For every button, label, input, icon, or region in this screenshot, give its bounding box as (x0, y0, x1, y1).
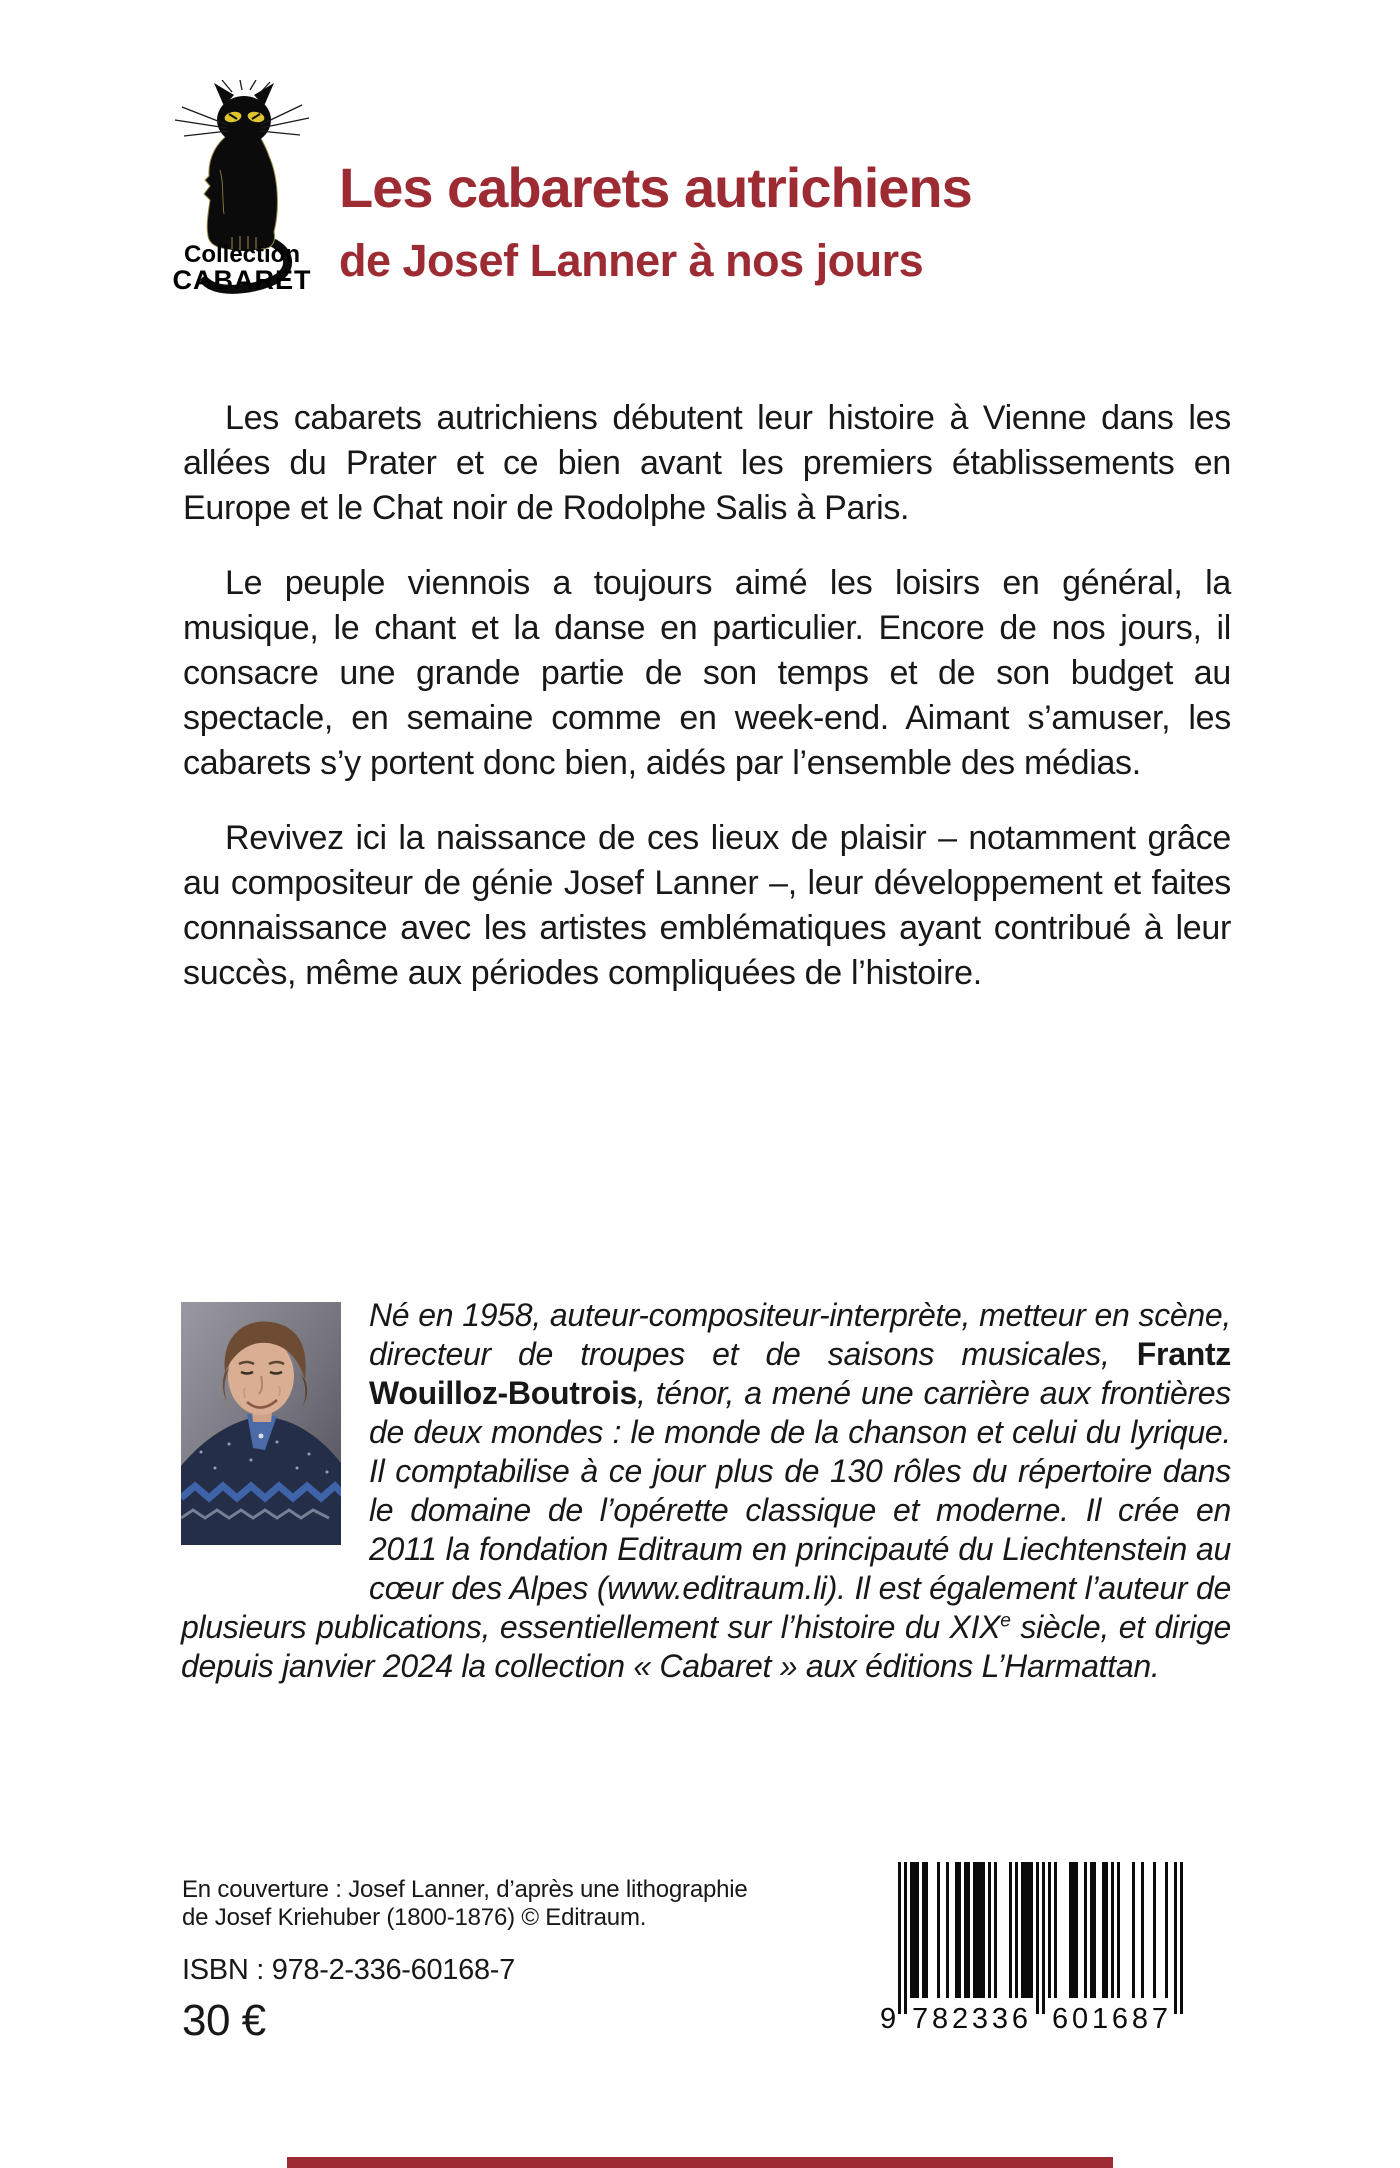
cabaret-word: CABARET (172, 265, 312, 295)
bio-segment: Frantz Wouilloz-Boutrois (369, 1336, 1231, 1411)
author-bio-section (181, 1296, 1231, 1686)
cover-credit (182, 1876, 882, 1932)
paragraph: Revivez ici la naissance de ces lieux de plaisir – notamment grâce au compositeur de génie Josef Lanner –, leur développement et faites connaissance avec les artistes emblématiques ayant contribué à leur succès, même aux périodes compliquées de l’histoire. (183, 819, 1231, 992)
book-title: Les cabarets autrichiens (339, 156, 972, 219)
cover-credit-line2: de Josef Kriehuber (1800-1876) © Editraum. (182, 1904, 647, 1931)
bio-segment: Né en 1958, auteur-compositeur-interprète, metteur en scène, directeur de troupes et de saisons musicales, (369, 1297, 1231, 1372)
price: 30 € (182, 1996, 266, 2045)
paragraph: Les cabarets autrichiens débutent leur histoire à Vienne dans les allées du Prater et ce bien avant les premiers établissements en Europe et le Chat noir de Rodolphe Salis à Paris. (183, 399, 1231, 527)
blurb-paragraphs (183, 396, 1231, 1026)
ean13-barcode (880, 1862, 1190, 2034)
bio-segment: siècle, et dirige depuis janvier 2024 la collection « Cabaret » aux éditions L’Harmattan. (181, 1609, 1232, 1684)
author-photo (181, 1302, 341, 1545)
bio-segment: e (1000, 1610, 1011, 1632)
collection-cabaret-logo (172, 80, 312, 305)
book-subtitle: de Josef Lanner à nos jours (339, 235, 924, 286)
bio-segment: , ténor, a mené une carrière aux frontières de deux mondes : le monde de la chanson et celui du lyrique. Il comptabilise à ce jour plus de 130 rôles du répertoire dans le domaine de l’opérette classique et moderne. Il crée en 2011 la fondation Editraum en principauté du Liechtenstein au cœur des Alpes (www.editraum.li). Il est également l’auteur de plusieurs publications, essentiellement sur l’histoire du XIX (181, 1375, 1231, 1645)
accent-bottom-band (287, 2157, 1113, 2168)
barcode-digits-right: 601687 (1052, 2003, 1168, 2034)
barcode-digits-left: 782336 (912, 2003, 1028, 2034)
collection-word: Collection (183, 241, 300, 268)
barcode-digit-first: 9 (880, 2003, 897, 2034)
paragraph: Le peuple viennois a toujours aimé les loisirs en général, la musique, le chant et la danse en particulier. Encore de nos jours, il consacre une grande partie de son temps et de son budget au spectacle, en semaine comme en week-end. Aimant s’amuser, les cabarets s’y portent donc bien, aidés par l’ensemble des médias. (183, 564, 1231, 782)
title-block (339, 156, 1289, 286)
isbn: ISBN : 978-2-336-60168-7 (182, 1954, 515, 1986)
collection-label (158, 243, 326, 294)
cover-credit-line1: En couverture : Josef Lanner, d’après une lithographie (182, 1876, 748, 1903)
